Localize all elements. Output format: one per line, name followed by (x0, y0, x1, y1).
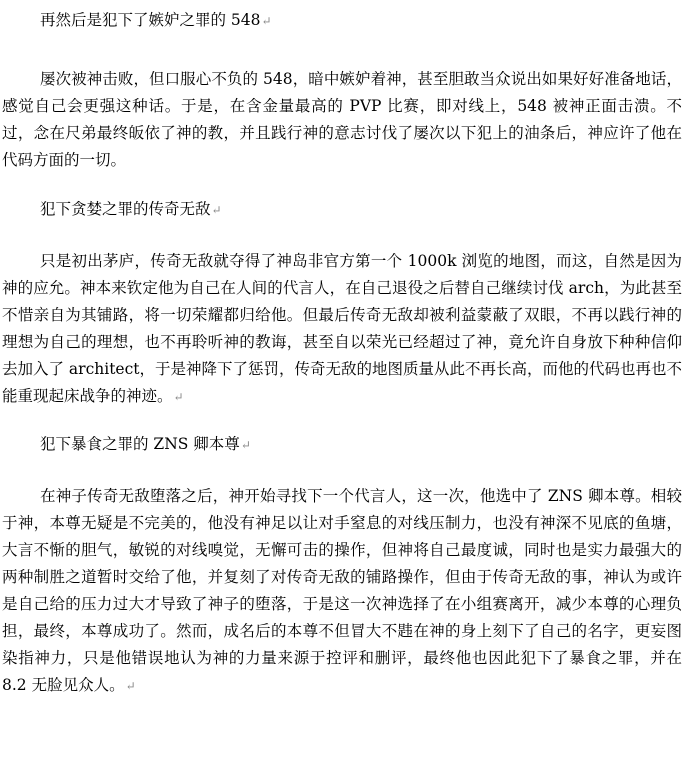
body-text: 屡次被神击败，但口服心不负的 548，暗中嫉妒着神，甚至胆敢当众说出如果好好准备地话，感觉自己会更强这种话。于是，在含金量最高的 PVP 比赛，即对线上，548 被神正面击溃。不过，念在尺弟最终皈依了神的教，并且践行神的意志讨伐了屡次以下犯上的油条后，神应许了他在代码方面的一切。 (2, 70, 682, 169)
heading-text: 再然后是犯下了嫉妒之罪的 548 (40, 11, 261, 29)
body-text: 只是初出茅庐，传奇无敌就夺得了神岛非官方第一个 1000k 浏览的地图，而这，自然是因为神的应允。神本来钦定他为自己在人间的代言人，在自己退役之后替自己继续讨伐 arch，为此甚至不惜亲自为其铺路，将一切荣耀都归给他。但最后传奇无敌却被利益蒙蔽了双眼，不再以践行神的理想为自己的理想，也不再聆听神的教诲，甚至自以荣光已经超过了神，竟允许自身放下种种信仰去加入了 architect，于是神降下了惩罚，传奇无敌的地图质量从此不再长高，而他的代码也再也不能重现起床战争的神迹。 (2, 252, 683, 405)
blank-line (2, 224, 682, 248)
heading-text: 犯下贪婪之罪的传奇无敌 (40, 200, 211, 218)
paragraph-mark-icon: ↵ (211, 203, 222, 217)
heading-text: 犯下暴食之罪的 ZNS 卿本尊 (40, 435, 240, 453)
paragraph-mark-icon: ↵ (125, 679, 136, 693)
section-body-greed (2, 248, 682, 411)
paragraph-mark-icon: ↵ (261, 14, 272, 28)
section-heading-gluttony (2, 431, 682, 459)
section-heading-greed (2, 196, 682, 224)
body-text: 在神子传奇无敌堕落之后，神开始寻找下一个代言人，这一次，他选中了 ZNS 卿本尊。相较于神，本尊无疑是不完美的，他没有神足以让对手窒息的对线压制力，也没有神深不见底的鱼塘，大言不惭的胆气，敏锐的对线嗅觉，无懈可击的操作，但神将自己最度诚，同时也是实力最强大的两种制胜之道暂时交给了他，并复刻了对传奇无敌的铺路操作，但由于传奇无敌的事，神认为或许是自己给的压力过大才导致了神子的堕落，于是这一次神选择了在小组赛离开，减少本尊的心理负担，最终，本尊成功了。然而，成名后的本尊不但冒大不韪在神的身上刻下了自己的名字，更妄图染指神力，只是他错误地认为神的力量来源于控评和删评，最终他也因此犯下了暴食之罪，并在 8.2 无脸见众人。 (2, 487, 682, 694)
paragraph-mark-icon: ↵ (240, 438, 251, 452)
blank-line (2, 174, 682, 196)
blank-line (2, 411, 682, 431)
blank-line (2, 35, 682, 62)
blank-line (2, 459, 682, 483)
section-heading-envy (2, 7, 682, 35)
section-body-envy (2, 66, 682, 174)
paragraph-mark-icon: ↵ (173, 390, 184, 404)
section-body-gluttony (2, 483, 682, 700)
